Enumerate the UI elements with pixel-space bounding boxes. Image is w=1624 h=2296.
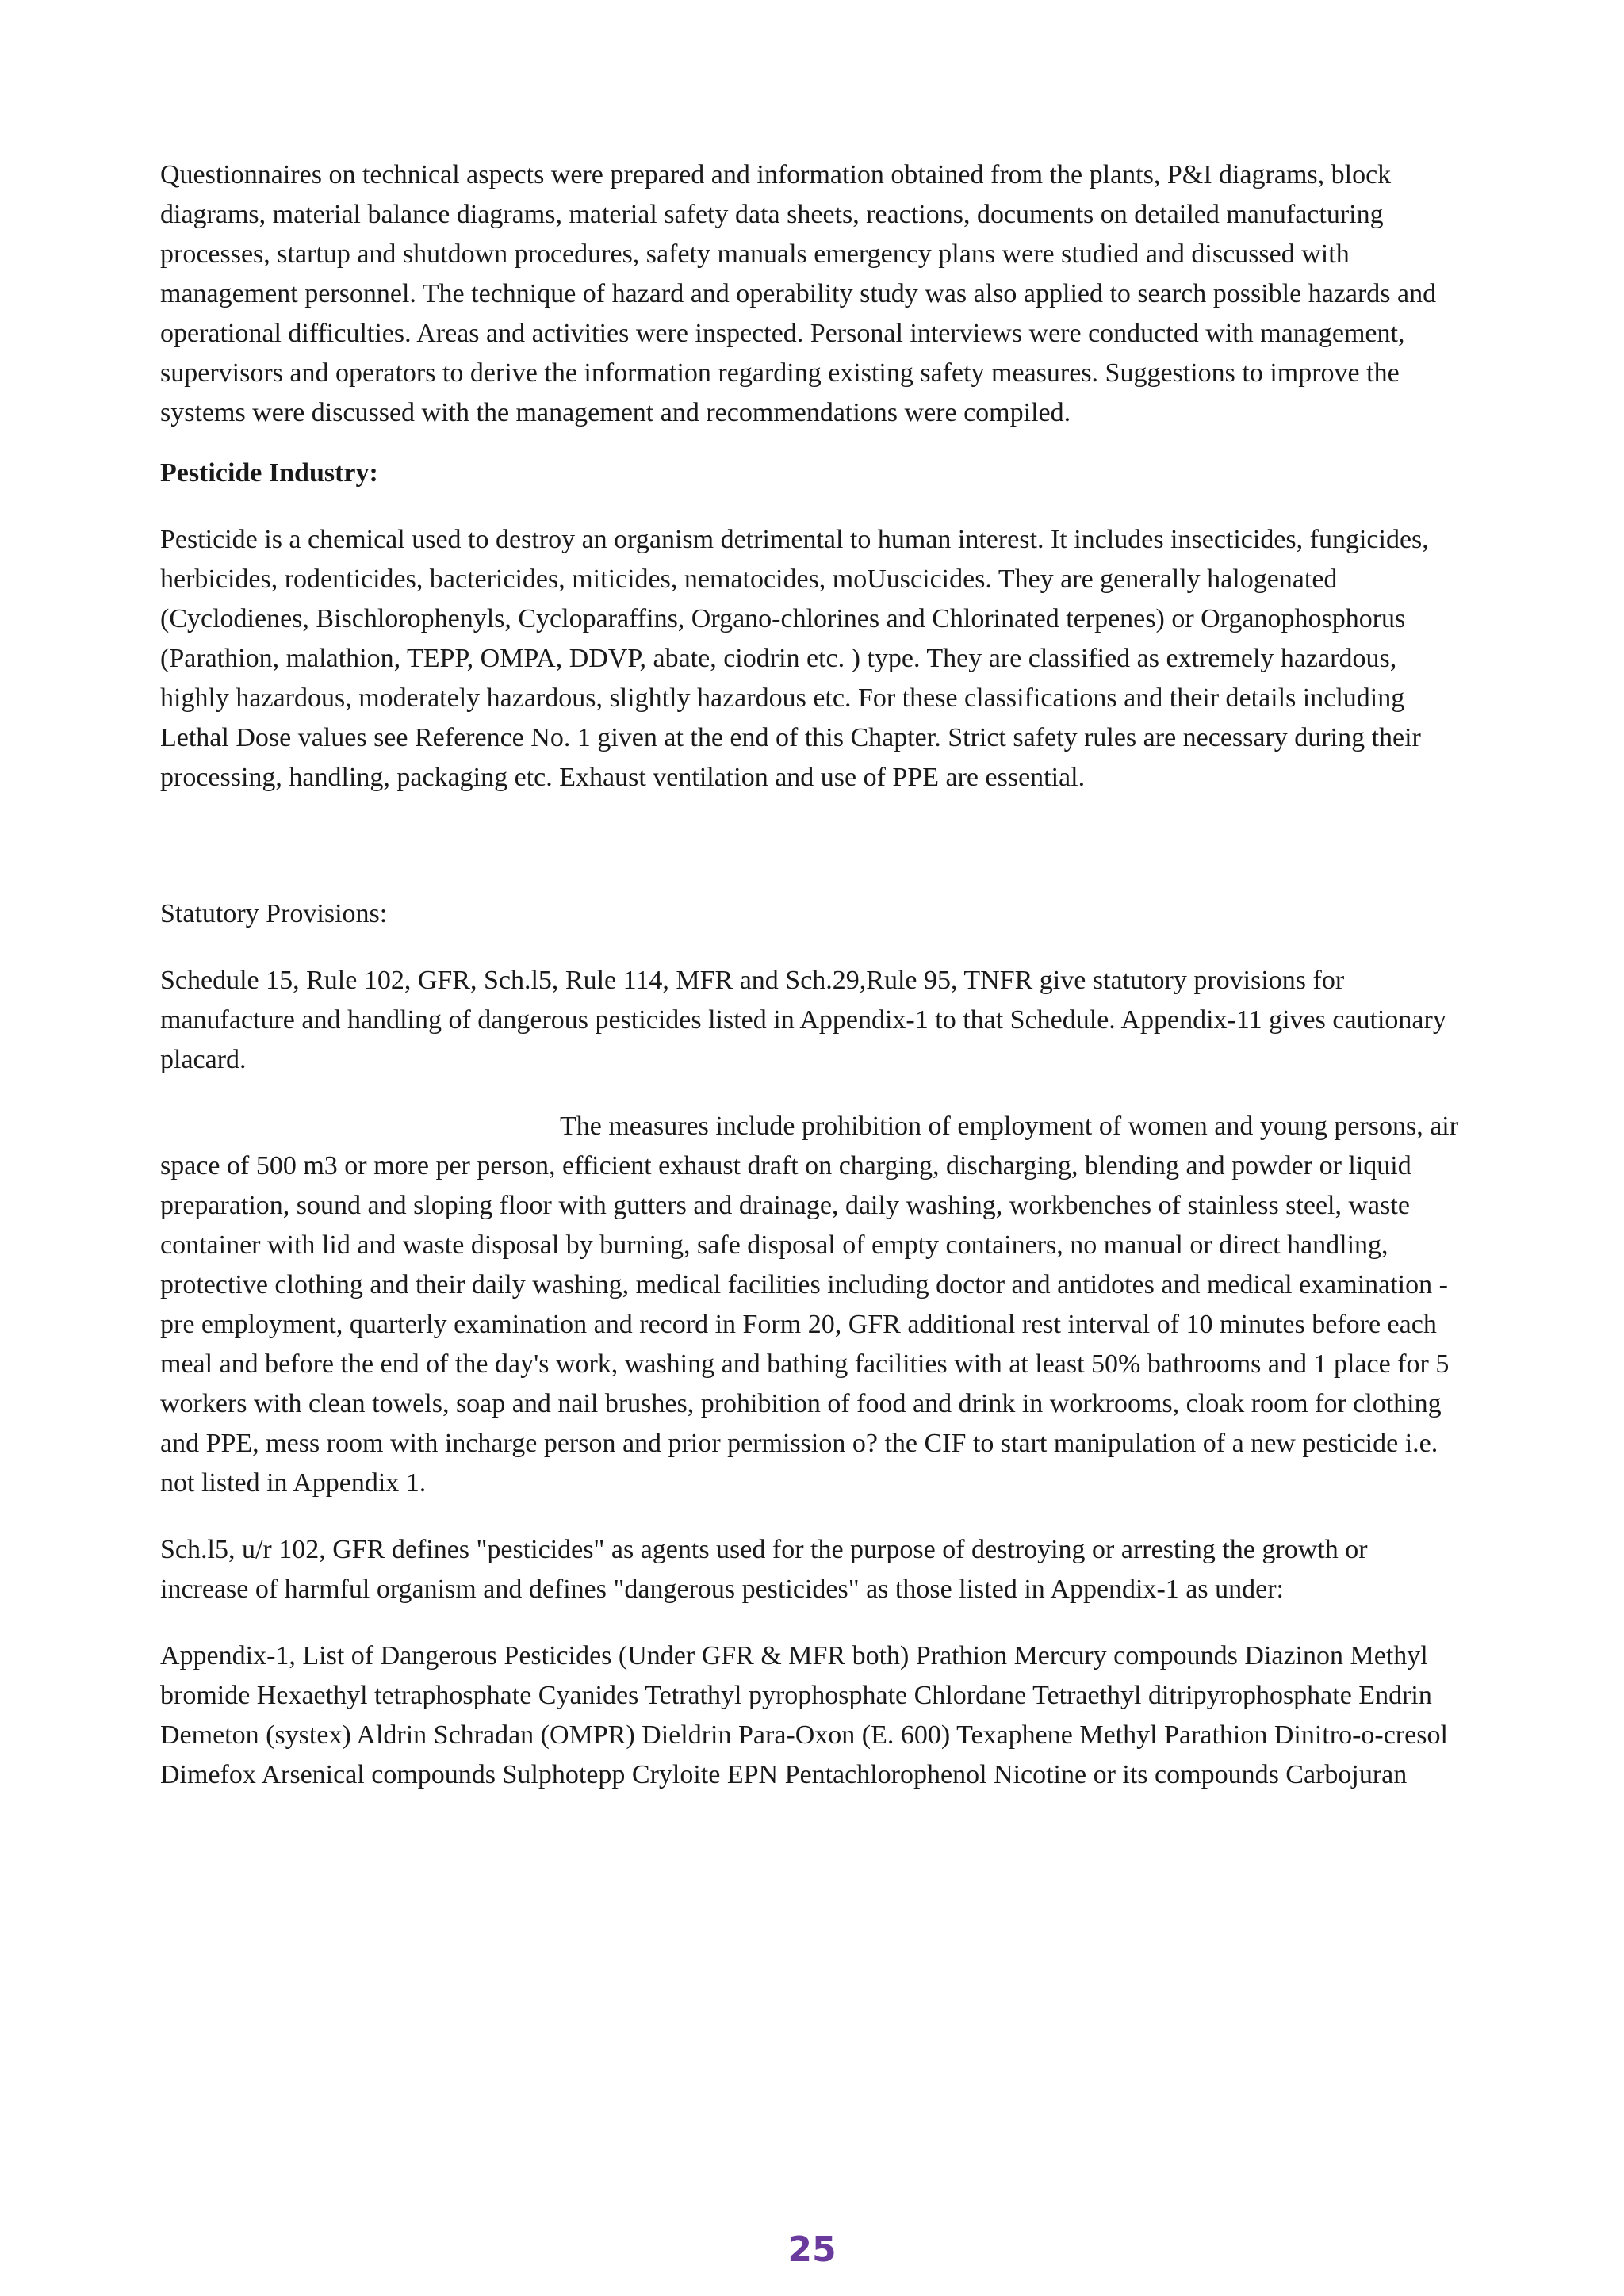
definition-paragraph: Sch.l5, u/r 102, GFR defines "pesticides" as agents used for the purpose of destroying or arresting the growth or increase of harmful organism and defines "dangerous pesticides" as those listed in Appendix-1 as under: [160,1535,1368,1604]
pesticide-industry-heading: Pesticide Industry: [160,458,378,488]
statutory-provisions-heading: Statutory Provisions: [160,899,388,928]
measures-paragraph: The measures include prohibition of employment of women and young persons, air space of 500 m3 or more per person, efficient exhaust draft on charging, discharging, blending and powder or liquid preparation, sound and sloping floor with gutters and drainage, daily washing, workbenches of stainless steel, waste container with lid and waste disposal by burning, safe disposal of empty containers, no manual or direct handling, protective clothing and their daily washing, medical facilities including doctor and antidotes and medical examination - pre employment, quarterly examination and record in Form 20, GFR additional rest interval of 10 minutes before each meal and before the end of the day's work, washing and bathing facilities with at least 50% bathrooms and 1 place for 5 workers with clean towels, soap and nail brushes, prohibition of food and drink in workrooms, cloak room for clothing and PPE, mess room with incharge person and prior permission o? the CIF to start manipulation of a new pesticide i.e. not listed in Appendix 1. [160,1112,1459,1498]
page-number: 25 [787,2229,837,2270]
intro-paragraph: Questionnaires on technical aspects were prepared and information obtained from the plants, P&I diagrams, block diagrams, material balance diagrams, material safety data sheets, reactions, documents on detailed manufacturing processes, startup and shutdown procedures, safety manuals emergency plans were studied and discussed with management personnel. The technique of hazard and operability study was also applied to search possible hazards and operational difficulties. Areas and activities were inspected. Personal interviews were conducted with management, supervisors and operators to derive the information regarding existing safety measures. Suggestions to improve the systems were discussed with the management and recommendations were compiled. [160,160,1437,427]
document-body [160,155,1461,1795]
pesticide-paragraph: Pesticide is a chemical used to destroy an organism detrimental to human interest. It includes insecticides, fungicides, herbicides, rodenticides, bactericides, miticides, nematocides, moUuscicides. They are generally halogenated (Cyclodienes, Bischlorophenyls, Cycloparaffins, Organo-chlorines and Chlorinated terpenes) or Organophosphorus (Parathion, malathion, TEPP, OMPA, DDVP, abate, ciodrin etc. ) type. They are classified as extremely hazardous, highly hazardous, moderately hazardous, slightly hazardous etc. For these classifications and their details including Lethal Dose values see Reference No. 1 given at the end of this Chapter. Strict safety rules are necessary during their processing, handling, packaging etc. Exhaust ventilation and use of PPE are essential. [160,525,1429,792]
statutory-paragraph: Schedule 15, Rule 102, GFR, Sch.l5, Rule 114, MFR and Sch.29,Rule 95, TNFR give statutory provisions for manufacture and handling of dangerous pesticides listed in Appendix-1 to that Schedule. Appendix-11 gives cautionary placard. [160,966,1446,1074]
appendix-paragraph: Appendix-1, List of Dangerous Pesticides (Under GFR & MFR both) Prathion Mercury compounds Diazinon Methyl bromide Hexaethyl tetraphosphate Cyanides Tetrathyl pyrophosphate Chlordane Tetraethyl ditripyrophosphate Endrin Demeton (systex) Aldrin Schradan (OMPR) Dieldrin Para-Oxon (E. 600) Texaphene Methyl Parathion Dinitro-o-cresol Dimefox Arsenical compounds Sulphotepp Cryloite EPN Pentachlorophenol Nicotine or its compounds Carbojuran [160,1641,1448,1789]
